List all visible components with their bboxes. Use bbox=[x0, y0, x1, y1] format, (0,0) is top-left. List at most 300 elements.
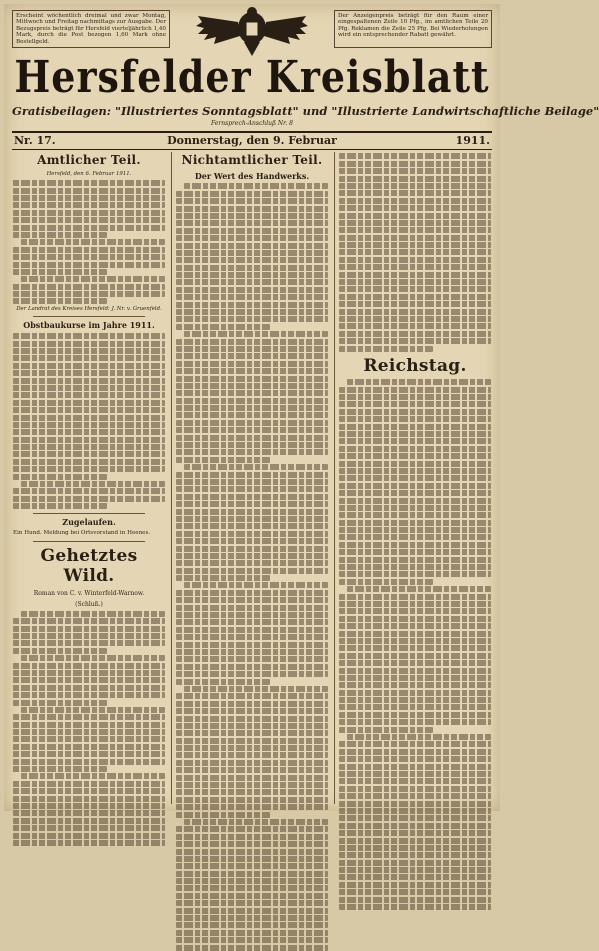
text-line bbox=[13, 284, 165, 290]
text-line bbox=[13, 269, 107, 275]
text-line bbox=[13, 291, 165, 297]
text-line bbox=[13, 818, 165, 824]
text-line bbox=[176, 346, 328, 352]
text-line bbox=[339, 483, 491, 489]
text-line bbox=[13, 429, 165, 435]
reichstag-heading: Reichstag. bbox=[363, 355, 467, 376]
supplements-line: Gratisbeilagen: "Illustriertes Sonntagsblatt" und "Illustrierte Landwirtschaftliche Beilage" bbox=[12, 104, 599, 118]
text-line bbox=[176, 560, 328, 566]
text-line bbox=[13, 400, 165, 406]
text-line bbox=[13, 788, 165, 794]
text-line bbox=[176, 265, 328, 271]
text-line bbox=[176, 198, 328, 204]
text-line bbox=[176, 279, 328, 285]
found-animal-heading: Zugelaufen. bbox=[62, 517, 116, 528]
fruit-course-heading: Obstbaukurse im Jahre 1911. bbox=[23, 320, 155, 331]
serial-novel-title: Gehetztes Wild. bbox=[40, 545, 138, 587]
newspaper-title: Hersfelder Kreisblatt bbox=[14, 50, 490, 103]
text-line bbox=[176, 590, 328, 596]
text-line bbox=[13, 714, 165, 720]
found-animal-text: Ein Hund. Meldung bei Ortsvorstand in Heenes. bbox=[13, 529, 151, 536]
text-line bbox=[176, 435, 328, 441]
text-line bbox=[339, 852, 491, 858]
official-signature: Der Landrat des Kreises Hersfeld: J. Nr. v. Gruenfeld. bbox=[16, 305, 162, 312]
text-line bbox=[339, 830, 491, 836]
text-line bbox=[339, 608, 491, 614]
text-line bbox=[339, 904, 491, 910]
text-line bbox=[13, 422, 165, 428]
issue-number: Nr. 17. bbox=[14, 134, 56, 147]
text-line bbox=[13, 444, 165, 450]
text-line bbox=[13, 298, 107, 304]
text-line bbox=[176, 523, 328, 529]
text-line bbox=[339, 749, 491, 755]
text-line bbox=[176, 501, 328, 507]
text-line bbox=[176, 597, 328, 603]
text-line bbox=[21, 611, 165, 617]
text-line bbox=[176, 553, 328, 559]
text-line bbox=[13, 751, 165, 757]
text-line bbox=[176, 546, 328, 552]
text-line bbox=[176, 339, 328, 345]
text-line bbox=[339, 168, 491, 174]
text-line bbox=[339, 498, 491, 504]
text-line bbox=[339, 882, 491, 888]
text-line bbox=[13, 803, 165, 809]
text-line bbox=[339, 227, 491, 233]
text-line bbox=[339, 542, 491, 548]
text-line bbox=[13, 378, 165, 384]
text-line bbox=[176, 708, 328, 714]
text-line bbox=[13, 385, 165, 391]
text-line bbox=[176, 612, 328, 618]
text-line bbox=[339, 235, 491, 241]
text-line bbox=[176, 915, 328, 921]
column-rule bbox=[334, 152, 335, 804]
text-line bbox=[339, 645, 491, 651]
text-line bbox=[13, 736, 165, 742]
text-line bbox=[184, 686, 328, 692]
text-line bbox=[339, 431, 491, 437]
text-line bbox=[339, 438, 491, 444]
text-line bbox=[339, 697, 491, 703]
text-line bbox=[339, 579, 433, 585]
text-line bbox=[176, 250, 328, 256]
text-line bbox=[339, 183, 491, 189]
text-line bbox=[21, 276, 165, 282]
text-line bbox=[13, 363, 165, 369]
text-line bbox=[176, 634, 328, 640]
text-line bbox=[339, 190, 491, 196]
text-line bbox=[339, 549, 491, 555]
text-line bbox=[339, 387, 491, 393]
text-line bbox=[184, 464, 328, 470]
text-line bbox=[347, 379, 491, 385]
column-reichstag bbox=[339, 152, 491, 804]
text-line bbox=[339, 309, 491, 315]
text-line bbox=[13, 407, 165, 413]
text-line bbox=[339, 668, 491, 674]
text-line bbox=[339, 520, 491, 526]
text-line bbox=[13, 415, 165, 421]
text-line bbox=[13, 810, 165, 816]
advertising-rates-notice: Der Anzeigenpreis beträgt für den Raum einer eingespaltenen Zeile 10 Pfg., im amtlichen Teile 20 Pfg. Reklamen die Zeile 25 Pfg. Bei Wiederholungen wird ein entsprechender Rabatt gewährt. bbox=[334, 10, 492, 48]
text-line bbox=[13, 781, 165, 787]
text-line bbox=[176, 863, 328, 869]
text-line bbox=[176, 257, 328, 263]
text-line bbox=[176, 775, 328, 781]
text-line bbox=[176, 427, 328, 433]
text-line bbox=[176, 937, 328, 943]
text-line bbox=[13, 692, 165, 698]
text-line bbox=[176, 826, 328, 832]
text-line bbox=[339, 264, 491, 270]
text-line bbox=[339, 897, 491, 903]
text-line bbox=[176, 494, 328, 500]
column-official bbox=[13, 152, 165, 804]
text-line bbox=[13, 210, 165, 216]
text-line bbox=[176, 509, 328, 515]
text-line bbox=[176, 649, 328, 655]
text-line bbox=[339, 446, 491, 452]
text-line bbox=[13, 180, 165, 186]
text-line bbox=[339, 534, 491, 540]
text-line bbox=[13, 663, 165, 669]
text-line bbox=[13, 626, 165, 632]
text-line bbox=[21, 655, 165, 661]
text-line bbox=[339, 690, 491, 696]
text-line bbox=[176, 797, 328, 803]
text-line bbox=[339, 660, 491, 666]
text-line bbox=[13, 633, 165, 639]
text-line bbox=[339, 638, 491, 644]
text-line bbox=[13, 677, 165, 683]
text-line bbox=[176, 900, 328, 906]
text-line bbox=[176, 730, 328, 736]
text-line bbox=[176, 412, 328, 418]
text-line bbox=[339, 712, 491, 718]
text-line bbox=[339, 741, 491, 747]
text-line bbox=[13, 254, 165, 260]
text-line bbox=[339, 220, 491, 226]
text-line bbox=[176, 642, 328, 648]
text-line bbox=[13, 796, 165, 802]
text-line bbox=[13, 833, 165, 839]
text-line bbox=[339, 257, 491, 263]
text-line bbox=[339, 424, 491, 430]
text-line bbox=[184, 582, 328, 588]
text-line bbox=[339, 793, 491, 799]
text-line bbox=[13, 474, 107, 480]
serial-byline: Roman von C. v. Winterfeld-Warnow. bbox=[33, 590, 145, 598]
text-line bbox=[176, 294, 328, 300]
text-line bbox=[176, 309, 328, 315]
text-line bbox=[176, 220, 328, 226]
text-line bbox=[13, 496, 165, 502]
text-line bbox=[339, 453, 491, 459]
text-line bbox=[176, 745, 328, 751]
text-line bbox=[13, 466, 165, 472]
text-line bbox=[13, 840, 165, 846]
text-line bbox=[13, 744, 165, 750]
text-line bbox=[13, 217, 165, 223]
text-line bbox=[13, 759, 165, 765]
text-line bbox=[13, 766, 107, 772]
text-line bbox=[339, 242, 491, 248]
text-line bbox=[13, 825, 165, 831]
text-line bbox=[176, 420, 328, 426]
text-line bbox=[184, 819, 328, 825]
text-line bbox=[339, 867, 491, 873]
text-line bbox=[339, 594, 491, 600]
text-line bbox=[339, 823, 491, 829]
text-line bbox=[176, 457, 270, 463]
text-line bbox=[176, 324, 270, 330]
text-line bbox=[176, 841, 328, 847]
text-line bbox=[339, 719, 491, 725]
text-line bbox=[176, 191, 328, 197]
text-line bbox=[176, 701, 328, 707]
issue-date: Donnerstag, den 9. Februar bbox=[167, 134, 337, 147]
text-line bbox=[339, 815, 491, 821]
unofficial-section-heading: Nichtamtlicher Teil. bbox=[181, 153, 323, 167]
text-line bbox=[339, 323, 491, 329]
text-line bbox=[339, 631, 491, 637]
text-line bbox=[176, 568, 328, 574]
newspaper-page bbox=[4, 4, 599, 811]
text-line bbox=[339, 468, 491, 474]
text-line bbox=[13, 722, 165, 728]
text-line bbox=[13, 700, 107, 706]
text-line bbox=[176, 486, 328, 492]
text-line bbox=[184, 331, 328, 337]
text-line bbox=[21, 239, 165, 245]
text-line bbox=[339, 331, 491, 337]
text-line bbox=[176, 368, 328, 374]
text-line bbox=[176, 716, 328, 722]
text-line bbox=[13, 459, 165, 465]
text-line bbox=[339, 601, 491, 607]
text-line bbox=[176, 723, 328, 729]
text-line bbox=[339, 874, 491, 880]
text-line bbox=[13, 618, 165, 624]
text-line bbox=[176, 893, 328, 899]
text-line bbox=[339, 808, 491, 814]
serial-part: (Schluß.) bbox=[75, 600, 103, 608]
text-line bbox=[176, 922, 328, 928]
text-line bbox=[21, 707, 165, 713]
text-line bbox=[13, 195, 165, 201]
issue-year: 1911. bbox=[455, 134, 490, 147]
text-line bbox=[339, 675, 491, 681]
text-line bbox=[339, 889, 491, 895]
text-line bbox=[339, 616, 491, 622]
text-line bbox=[176, 760, 328, 766]
text-line bbox=[176, 908, 328, 914]
text-line bbox=[339, 623, 491, 629]
text-line bbox=[184, 183, 328, 189]
text-line bbox=[176, 656, 328, 662]
text-line bbox=[339, 512, 491, 518]
text-line bbox=[339, 249, 491, 255]
text-line bbox=[13, 232, 107, 238]
text-line bbox=[176, 302, 328, 308]
text-line bbox=[176, 575, 270, 581]
text-line bbox=[176, 516, 328, 522]
text-line bbox=[339, 401, 491, 407]
text-line bbox=[176, 738, 328, 744]
text-line bbox=[13, 341, 165, 347]
text-line bbox=[347, 734, 491, 740]
text-line bbox=[339, 153, 491, 159]
text-line bbox=[176, 390, 328, 396]
text-line bbox=[176, 752, 328, 758]
text-line bbox=[176, 627, 328, 633]
text-line bbox=[13, 503, 107, 509]
text-line bbox=[339, 316, 491, 322]
text-line bbox=[339, 294, 491, 300]
text-line bbox=[339, 764, 491, 770]
text-line bbox=[339, 571, 491, 577]
text-line bbox=[13, 437, 165, 443]
text-line bbox=[176, 812, 270, 818]
craftsmanship-article-heading: Der Wert des Handwerks. bbox=[194, 170, 310, 181]
text-line bbox=[339, 778, 491, 784]
official-dateline: Hersfeld, den 6. Februar 1911. bbox=[46, 170, 132, 177]
text-line bbox=[339, 756, 491, 762]
text-line bbox=[339, 838, 491, 844]
text-line bbox=[339, 409, 491, 415]
text-line bbox=[339, 845, 491, 851]
text-line bbox=[13, 247, 165, 253]
official-section-heading: Amtlicher Teil. bbox=[37, 153, 141, 167]
text-line bbox=[176, 383, 328, 389]
text-line bbox=[176, 449, 328, 455]
text-line bbox=[176, 804, 328, 810]
text-line bbox=[176, 206, 328, 212]
text-line bbox=[13, 370, 165, 376]
text-line bbox=[176, 479, 328, 485]
text-line bbox=[339, 786, 491, 792]
text-line bbox=[13, 729, 165, 735]
text-line bbox=[339, 346, 433, 352]
text-line bbox=[339, 205, 491, 211]
text-line bbox=[176, 353, 328, 359]
text-line bbox=[13, 262, 165, 268]
text-line bbox=[339, 272, 491, 278]
text-line bbox=[339, 527, 491, 533]
text-line bbox=[176, 405, 328, 411]
text-line bbox=[339, 213, 491, 219]
text-line bbox=[13, 451, 165, 457]
text-line bbox=[339, 475, 491, 481]
text-line bbox=[176, 856, 328, 862]
text-line bbox=[339, 860, 491, 866]
text-line bbox=[13, 202, 165, 208]
text-line bbox=[13, 670, 165, 676]
text-line bbox=[339, 301, 491, 307]
column-unofficial bbox=[176, 152, 328, 804]
text-line bbox=[176, 361, 328, 367]
text-line bbox=[339, 771, 491, 777]
text-line bbox=[176, 376, 328, 382]
text-line bbox=[176, 834, 328, 840]
text-line bbox=[339, 490, 491, 496]
text-line bbox=[13, 348, 165, 354]
text-line bbox=[347, 586, 491, 592]
text-line bbox=[176, 213, 328, 219]
text-line bbox=[13, 355, 165, 361]
text-line bbox=[176, 605, 328, 611]
text-line bbox=[176, 885, 328, 891]
text-line bbox=[13, 640, 165, 646]
text-line bbox=[176, 316, 328, 322]
text-line bbox=[176, 671, 328, 677]
text-line bbox=[176, 664, 328, 670]
text-line bbox=[176, 531, 328, 537]
text-line bbox=[176, 228, 328, 234]
text-line bbox=[339, 727, 433, 733]
text-line bbox=[13, 225, 165, 231]
text-line bbox=[176, 789, 328, 795]
text-line bbox=[339, 505, 491, 511]
text-line bbox=[176, 878, 328, 884]
text-line bbox=[176, 538, 328, 544]
text-line bbox=[339, 161, 491, 167]
text-line bbox=[13, 188, 165, 194]
text-line bbox=[339, 286, 491, 292]
text-line bbox=[339, 564, 491, 570]
text-line bbox=[176, 287, 328, 293]
text-line bbox=[176, 679, 270, 685]
column-rule bbox=[171, 152, 172, 804]
text-line bbox=[339, 801, 491, 807]
text-line bbox=[176, 849, 328, 855]
text-line bbox=[176, 472, 328, 478]
text-line bbox=[176, 930, 328, 936]
text-line bbox=[176, 945, 328, 951]
text-line bbox=[176, 243, 328, 249]
subscription-notice: Erscheint wöchentlich dreimal und zwar Montag, Mittwoch und Freitag nachmittags zur Ausgabe. Der Bezugspreis beträgt für Hersfeld vierteljährlich 1,40 Mark, durch die Post bezogen 1,60 Mark ohne Bestellgeld. bbox=[12, 10, 170, 48]
text-line bbox=[21, 773, 165, 779]
text-line bbox=[21, 481, 165, 487]
phone-line: Fernsprech-Anschluß Nr. 8 bbox=[211, 120, 293, 127]
text-line bbox=[339, 338, 491, 344]
text-line bbox=[176, 871, 328, 877]
text-line bbox=[176, 398, 328, 404]
text-line bbox=[176, 272, 328, 278]
text-line bbox=[339, 653, 491, 659]
text-line bbox=[13, 488, 165, 494]
text-line bbox=[339, 461, 491, 467]
text-line bbox=[176, 235, 328, 241]
text-line bbox=[176, 619, 328, 625]
text-line bbox=[339, 176, 491, 182]
text-line bbox=[339, 279, 491, 285]
text-line bbox=[176, 767, 328, 773]
text-line bbox=[339, 416, 491, 422]
text-line bbox=[13, 685, 165, 691]
issue-dateline bbox=[12, 131, 492, 150]
text-line bbox=[13, 333, 165, 339]
text-line bbox=[339, 198, 491, 204]
text-line bbox=[13, 648, 107, 654]
text-line bbox=[176, 442, 328, 448]
text-line bbox=[176, 782, 328, 788]
text-line bbox=[339, 682, 491, 688]
text-line bbox=[13, 392, 165, 398]
text-line bbox=[339, 704, 491, 710]
